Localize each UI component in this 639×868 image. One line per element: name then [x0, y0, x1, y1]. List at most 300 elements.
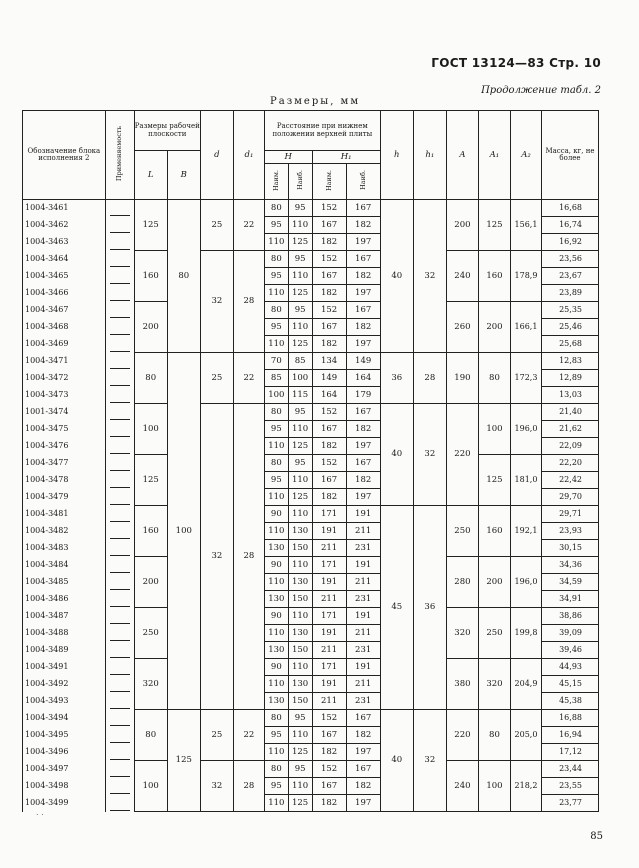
applicability-cell	[105, 659, 134, 676]
table-row	[23, 455, 599, 472]
H1-min-cell: 182	[312, 795, 346, 812]
H-max-cell: 130	[288, 523, 312, 540]
H1-min-cell: 149	[312, 370, 346, 387]
H-max-cell: 125	[288, 438, 312, 455]
H1-min-cell: 167	[312, 268, 346, 285]
A2-cell: 196,0	[510, 404, 541, 455]
designation-cell: 1004-3462	[23, 217, 106, 234]
applicability-cell	[105, 574, 134, 591]
H-min-cell: 95	[264, 727, 288, 744]
applicability-cell	[105, 387, 134, 404]
applicability-cell	[105, 438, 134, 455]
H-max-cell: 110	[288, 217, 312, 234]
H1-max-cell: 231	[346, 540, 380, 557]
table-row	[23, 659, 599, 676]
col-work-surface-header: Размеры рабочей плоскости	[134, 111, 200, 151]
H-max-cell: 130	[288, 676, 312, 693]
H-max-cell: 95	[288, 200, 312, 217]
A2-cell: 181,0	[510, 455, 541, 506]
L-cell: 100	[134, 404, 167, 455]
col-mass-header: Масса, кг, не более	[541, 111, 598, 200]
H-max-cell: 150	[288, 693, 312, 710]
col-L-header: L	[134, 151, 167, 200]
applicability-cell	[105, 268, 134, 285]
H1-max-cell: 164	[346, 370, 380, 387]
H-max-cell: 110	[288, 727, 312, 744]
H-min-cell: 110	[264, 676, 288, 693]
H1-min-cell: 191	[312, 574, 346, 591]
H1-max-cell: 182	[346, 268, 380, 285]
H-min-cell: 110	[264, 744, 288, 761]
H1-max-cell: 197	[346, 744, 380, 761]
H1-min-cell: 167	[312, 778, 346, 795]
d-cell: 25	[200, 200, 233, 251]
h1-cell: 36	[413, 506, 446, 710]
H-max-cell: 95	[288, 302, 312, 319]
B-cell: 80	[167, 200, 200, 353]
H-max-cell: 110	[288, 608, 312, 625]
H1-max-cell: 167	[346, 455, 380, 472]
H-max-cell: 150	[288, 540, 312, 557]
H1-max-cell: 197	[346, 489, 380, 506]
A2-cell: 172,3	[510, 353, 541, 404]
H1-max-cell: 149	[346, 353, 380, 370]
designation-cell: 1004-3471	[23, 353, 106, 370]
H-min-cell: 80	[264, 710, 288, 727]
H1-min-cell: 182	[312, 744, 346, 761]
mass-cell: 25,35	[541, 302, 598, 319]
H-min-cell: 80	[264, 251, 288, 268]
d-cell: 25	[200, 710, 233, 761]
L-cell: 125	[134, 200, 167, 251]
H1-max-cell: 182	[346, 421, 380, 438]
table-row	[23, 761, 599, 778]
mass-cell: 34,59	[541, 574, 598, 591]
mass-cell: 39,09	[541, 625, 598, 642]
H-max-cell: 125	[288, 285, 312, 302]
d1-cell: 28	[233, 761, 264, 812]
A1-cell: 160	[478, 506, 510, 557]
designation-cell: 1004-3491	[23, 659, 106, 676]
H-min-cell: 100	[264, 387, 288, 404]
applicability-cell	[105, 217, 134, 234]
h-cell: 36	[380, 353, 413, 404]
B-cell: 125	[167, 710, 200, 812]
H1-max-cell: 197	[346, 285, 380, 302]
designation-cell: 1004-3486	[23, 591, 106, 608]
designation-cell: 1004-3475	[23, 421, 106, 438]
applicability-cell	[105, 727, 134, 744]
H-min-cell: 95	[264, 421, 288, 438]
H-min-cell: 130	[264, 540, 288, 557]
H1-min-cell: 152	[312, 251, 346, 268]
H1-max-cell: 191	[346, 608, 380, 625]
L-cell: 160	[134, 251, 167, 302]
applicability-cell	[105, 557, 134, 574]
mass-cell: 16,74	[541, 217, 598, 234]
designation-cell: 1004-3492	[23, 676, 106, 693]
H-max-cell: 125	[288, 795, 312, 812]
d1-cell: 22	[233, 710, 264, 761]
designation-cell: 1004-3485	[23, 574, 106, 591]
H1-max-cell: 182	[346, 727, 380, 744]
A1-cell: 250	[478, 608, 510, 659]
applicability-cell	[105, 540, 134, 557]
H1-min-cell: 211	[312, 540, 346, 557]
designation-cell: 1004-3493	[23, 693, 106, 710]
H-min-cell: 90	[264, 506, 288, 523]
B-cell: 100	[167, 353, 200, 710]
H1-min-cell: 211	[312, 642, 346, 659]
H1-max-cell: 231	[346, 642, 380, 659]
A2-cell: 178,9	[510, 251, 541, 302]
H-min-cell: 90	[264, 608, 288, 625]
applicability-cell	[105, 404, 134, 421]
A1-cell: 80	[478, 710, 510, 761]
H-max-cell: 110	[288, 659, 312, 676]
d-cell: 25	[200, 353, 233, 404]
mass-cell: 22,20	[541, 455, 598, 472]
H-max-cell: 150	[288, 642, 312, 659]
mass-cell: 44,93	[541, 659, 598, 676]
H-min-cell: 110	[264, 336, 288, 353]
h-cell: 45	[380, 506, 413, 710]
designation-cell: 1004-3469	[23, 336, 106, 353]
A-cell: 260	[446, 302, 478, 353]
H1-max-cell: 191	[346, 557, 380, 574]
applicability-cell	[105, 455, 134, 472]
table-row	[23, 200, 599, 217]
mass-cell: 23,67	[541, 268, 598, 285]
col-B-header: B	[167, 151, 200, 200]
H-max-cell: 110	[288, 778, 312, 795]
table-caption: Размеры, мм	[270, 96, 361, 107]
H-max-cell: 110	[288, 268, 312, 285]
designation-cell: 1004-3465	[23, 268, 106, 285]
L-cell: 80	[134, 710, 167, 761]
A-cell: 220	[446, 710, 478, 761]
applicability-cell	[105, 506, 134, 523]
mass-cell: 22,42	[541, 472, 598, 489]
table-row	[23, 557, 599, 574]
L-cell: 125	[134, 455, 167, 506]
col-A-header: A	[446, 111, 478, 200]
L-cell: 80	[134, 353, 167, 404]
H-max-cell: 125	[288, 489, 312, 506]
mass-cell: 29,71	[541, 506, 598, 523]
mass-cell: 23,56	[541, 251, 598, 268]
designation-cell: 1004-3481	[23, 506, 106, 523]
mass-cell: 16,68	[541, 200, 598, 217]
H1-max-cell: 197	[346, 234, 380, 251]
H1-min-cell: 152	[312, 302, 346, 319]
mass-cell: 23,44	[541, 761, 598, 778]
H-min-cell: 130	[264, 591, 288, 608]
H1-min-cell: 171	[312, 608, 346, 625]
mass-cell: 23,89	[541, 285, 598, 302]
H-min-cell: 80	[264, 455, 288, 472]
d1-cell: 22	[233, 200, 264, 251]
A-cell: 380	[446, 659, 478, 710]
H-max-cell: 150	[288, 591, 312, 608]
H-max-cell: 125	[288, 744, 312, 761]
col-H-min-header: Наим.	[264, 164, 288, 200]
H-min-cell: 80	[264, 404, 288, 421]
table-row	[23, 302, 599, 319]
H-min-cell: 130	[264, 693, 288, 710]
mass-cell: 23,93	[541, 523, 598, 540]
H-min-cell: 95	[264, 268, 288, 285]
h-cell: 40	[380, 404, 413, 506]
table-row	[23, 608, 599, 625]
H1-max-cell: 231	[346, 693, 380, 710]
col-h-header: h	[380, 111, 413, 200]
applicability-cell	[105, 302, 134, 319]
applicability-cell	[105, 523, 134, 540]
A1-cell: 100	[478, 404, 510, 455]
col-H1-header: H₁	[312, 151, 380, 164]
H1-max-cell: 167	[346, 710, 380, 727]
applicability-cell	[105, 336, 134, 353]
H1-max-cell: 182	[346, 217, 380, 234]
d1-cell: 28	[233, 251, 264, 353]
A-cell: 280	[446, 557, 478, 608]
A1-cell: 200	[478, 557, 510, 608]
H-max-cell: 125	[288, 336, 312, 353]
H-min-cell: 95	[264, 319, 288, 336]
H1-max-cell: 211	[346, 676, 380, 693]
designation-cell: 1004-3494	[23, 710, 106, 727]
L-cell: 320	[134, 659, 167, 710]
H-max-cell: 130	[288, 625, 312, 642]
H-min-cell: 110	[264, 523, 288, 540]
mass-cell: 12,89	[541, 370, 598, 387]
H-max-cell: 95	[288, 761, 312, 778]
d-cell: 32	[200, 761, 233, 812]
H1-min-cell: 211	[312, 693, 346, 710]
A-cell: 240	[446, 761, 478, 812]
applicability-cell	[105, 693, 134, 710]
H-min-cell: 110	[264, 234, 288, 251]
A1-cell: 125	[478, 455, 510, 506]
H1-max-cell: 167	[346, 302, 380, 319]
H-min-cell: 80	[264, 200, 288, 217]
A2-cell: 199,8	[510, 608, 541, 659]
mass-cell: 17,12	[541, 744, 598, 761]
H-max-cell: 95	[288, 404, 312, 421]
A2-cell: 218,2	[510, 761, 541, 812]
mass-cell: 16,94	[541, 727, 598, 744]
mass-cell: 45,15	[541, 676, 598, 693]
H1-max-cell: 197	[346, 795, 380, 812]
h1-cell: 28	[413, 353, 446, 404]
mass-cell: 21,40	[541, 404, 598, 421]
designation-cell: 1004-3476	[23, 438, 106, 455]
H-max-cell: 85	[288, 353, 312, 370]
applicability-cell	[105, 251, 134, 268]
H1-min-cell: 167	[312, 727, 346, 744]
applicability-cell	[105, 591, 134, 608]
col-applicability-header: Применяемость	[105, 111, 134, 200]
L-cell: 200	[134, 302, 167, 353]
dimensions-table	[22, 110, 599, 812]
col-A1-header: A₁	[478, 111, 510, 200]
H-max-cell: 110	[288, 472, 312, 489]
H1-max-cell: 211	[346, 574, 380, 591]
H1-min-cell: 182	[312, 285, 346, 302]
H1-max-cell: 182	[346, 472, 380, 489]
designation-cell: 1004-3483	[23, 540, 106, 557]
applicability-cell	[105, 642, 134, 659]
mass-cell: 23,55	[541, 778, 598, 795]
applicability-cell	[105, 353, 134, 370]
A1-cell: 160	[478, 251, 510, 302]
table-row	[23, 710, 599, 727]
H-min-cell: 110	[264, 438, 288, 455]
H-max-cell: 110	[288, 319, 312, 336]
H-max-cell: 100	[288, 370, 312, 387]
mass-cell: 21,62	[541, 421, 598, 438]
H1-min-cell: 171	[312, 659, 346, 676]
H1-min-cell: 152	[312, 455, 346, 472]
designation-cell: 1004-3473	[23, 387, 106, 404]
H-max-cell: 115	[288, 387, 312, 404]
L-cell: 100	[134, 761, 167, 812]
H1-max-cell: 167	[346, 761, 380, 778]
H1-max-cell: 211	[346, 625, 380, 642]
H-min-cell: 110	[264, 795, 288, 812]
A2-cell: 156,1	[510, 200, 541, 251]
designation-cell: 1004-3478	[23, 472, 106, 489]
L-cell: 200	[134, 557, 167, 608]
mass-cell: 45,38	[541, 693, 598, 710]
H1-max-cell: 182	[346, 319, 380, 336]
H1-min-cell: 167	[312, 472, 346, 489]
H1-min-cell: 152	[312, 404, 346, 421]
h-cell: 40	[380, 200, 413, 353]
applicability-cell	[105, 710, 134, 727]
table-row	[23, 353, 599, 370]
H-min-cell: 110	[264, 574, 288, 591]
A1-cell: 200	[478, 302, 510, 353]
designation-cell: 1004-3499	[23, 795, 106, 812]
H1-max-cell: 191	[346, 659, 380, 676]
H1-min-cell: 134	[312, 353, 346, 370]
H1-min-cell: 167	[312, 319, 346, 336]
applicability-cell	[105, 795, 134, 812]
col-d-header: d	[200, 111, 233, 200]
designation-cell: 1004-3468	[23, 319, 106, 336]
table-row	[23, 506, 599, 523]
applicability-cell	[105, 744, 134, 761]
H-min-cell: 80	[264, 761, 288, 778]
mass-cell: 34,91	[541, 591, 598, 608]
designation-cell: 1004-3497	[23, 761, 106, 778]
H1-min-cell: 164	[312, 387, 346, 404]
mass-cell: 12,83	[541, 353, 598, 370]
A-cell: 200	[446, 200, 478, 251]
H1-min-cell: 182	[312, 234, 346, 251]
col-H1-max-header: Наиб.	[346, 164, 380, 200]
designation-cell: 1004-3463	[23, 234, 106, 251]
table-body	[23, 200, 599, 812]
A-cell: 250	[446, 506, 478, 557]
col-designation-header: Обозначение блока исполнения 2	[23, 111, 106, 200]
H1-min-cell: 152	[312, 710, 346, 727]
H1-max-cell: 211	[346, 523, 380, 540]
A1-cell: 80	[478, 353, 510, 404]
H1-max-cell: 179	[346, 387, 380, 404]
mass-cell: 16,88	[541, 710, 598, 727]
page-header-title: ГОСТ 13124—83 Стр. 10	[431, 56, 601, 70]
mass-cell: 30,15	[541, 540, 598, 557]
H-min-cell: 110	[264, 489, 288, 506]
H-max-cell: 110	[288, 421, 312, 438]
H-min-cell: 70	[264, 353, 288, 370]
mass-cell: 29,70	[541, 489, 598, 506]
H-min-cell: 85	[264, 370, 288, 387]
designation-cell: 1004-3488	[23, 625, 106, 642]
applicability-cell	[105, 489, 134, 506]
applicability-cell	[105, 676, 134, 693]
applicability-cell	[105, 608, 134, 625]
mass-cell: 38,86	[541, 608, 598, 625]
mass-cell: 34,36	[541, 557, 598, 574]
applicability-cell	[105, 319, 134, 336]
mass-cell: 13,03	[541, 387, 598, 404]
applicability-cell	[105, 472, 134, 489]
H1-max-cell: 167	[346, 251, 380, 268]
H-min-cell: 95	[264, 217, 288, 234]
H-max-cell: 95	[288, 455, 312, 472]
H1-min-cell: 191	[312, 676, 346, 693]
H1-max-cell: 197	[346, 336, 380, 353]
H1-max-cell: 231	[346, 591, 380, 608]
designation-cell: 1004-3487	[23, 608, 106, 625]
d-cell: 32	[200, 404, 233, 710]
designation-cell: 1004-3467	[23, 302, 106, 319]
table-row	[23, 404, 599, 421]
designation-cell: 1001-3474	[23, 404, 106, 421]
applicability-cell	[105, 234, 134, 251]
A1-cell: 100	[478, 761, 510, 812]
designation-cell: 1004-3477	[23, 455, 106, 472]
applicability-cell	[105, 625, 134, 642]
H-max-cell: 95	[288, 710, 312, 727]
H1-min-cell: 152	[312, 200, 346, 217]
d-cell: 32	[200, 251, 233, 353]
col-h1-header: h₁	[413, 111, 446, 200]
designation-cell: 1004-3489	[23, 642, 106, 659]
col-A2-header: A₂	[510, 111, 541, 200]
H1-max-cell: 191	[346, 506, 380, 523]
L-cell: 160	[134, 506, 167, 557]
designation-cell: 1004-3466	[23, 285, 106, 302]
H1-min-cell: 152	[312, 761, 346, 778]
mass-cell: 25,46	[541, 319, 598, 336]
h1-cell: 32	[413, 404, 446, 506]
H1-min-cell: 191	[312, 523, 346, 540]
col-distance-header: Расстояние при нижнем положении верхней плиты	[264, 111, 380, 151]
A1-cell: 320	[478, 659, 510, 710]
H-max-cell: 110	[288, 557, 312, 574]
designation-cell: 1004-3464	[23, 251, 106, 268]
d1-cell: 28	[233, 404, 264, 710]
applicability-cell	[105, 421, 134, 438]
designation-cell: 1004-3484	[23, 557, 106, 574]
designation-cell: 1004-3498	[23, 778, 106, 795]
H1-min-cell: 182	[312, 336, 346, 353]
